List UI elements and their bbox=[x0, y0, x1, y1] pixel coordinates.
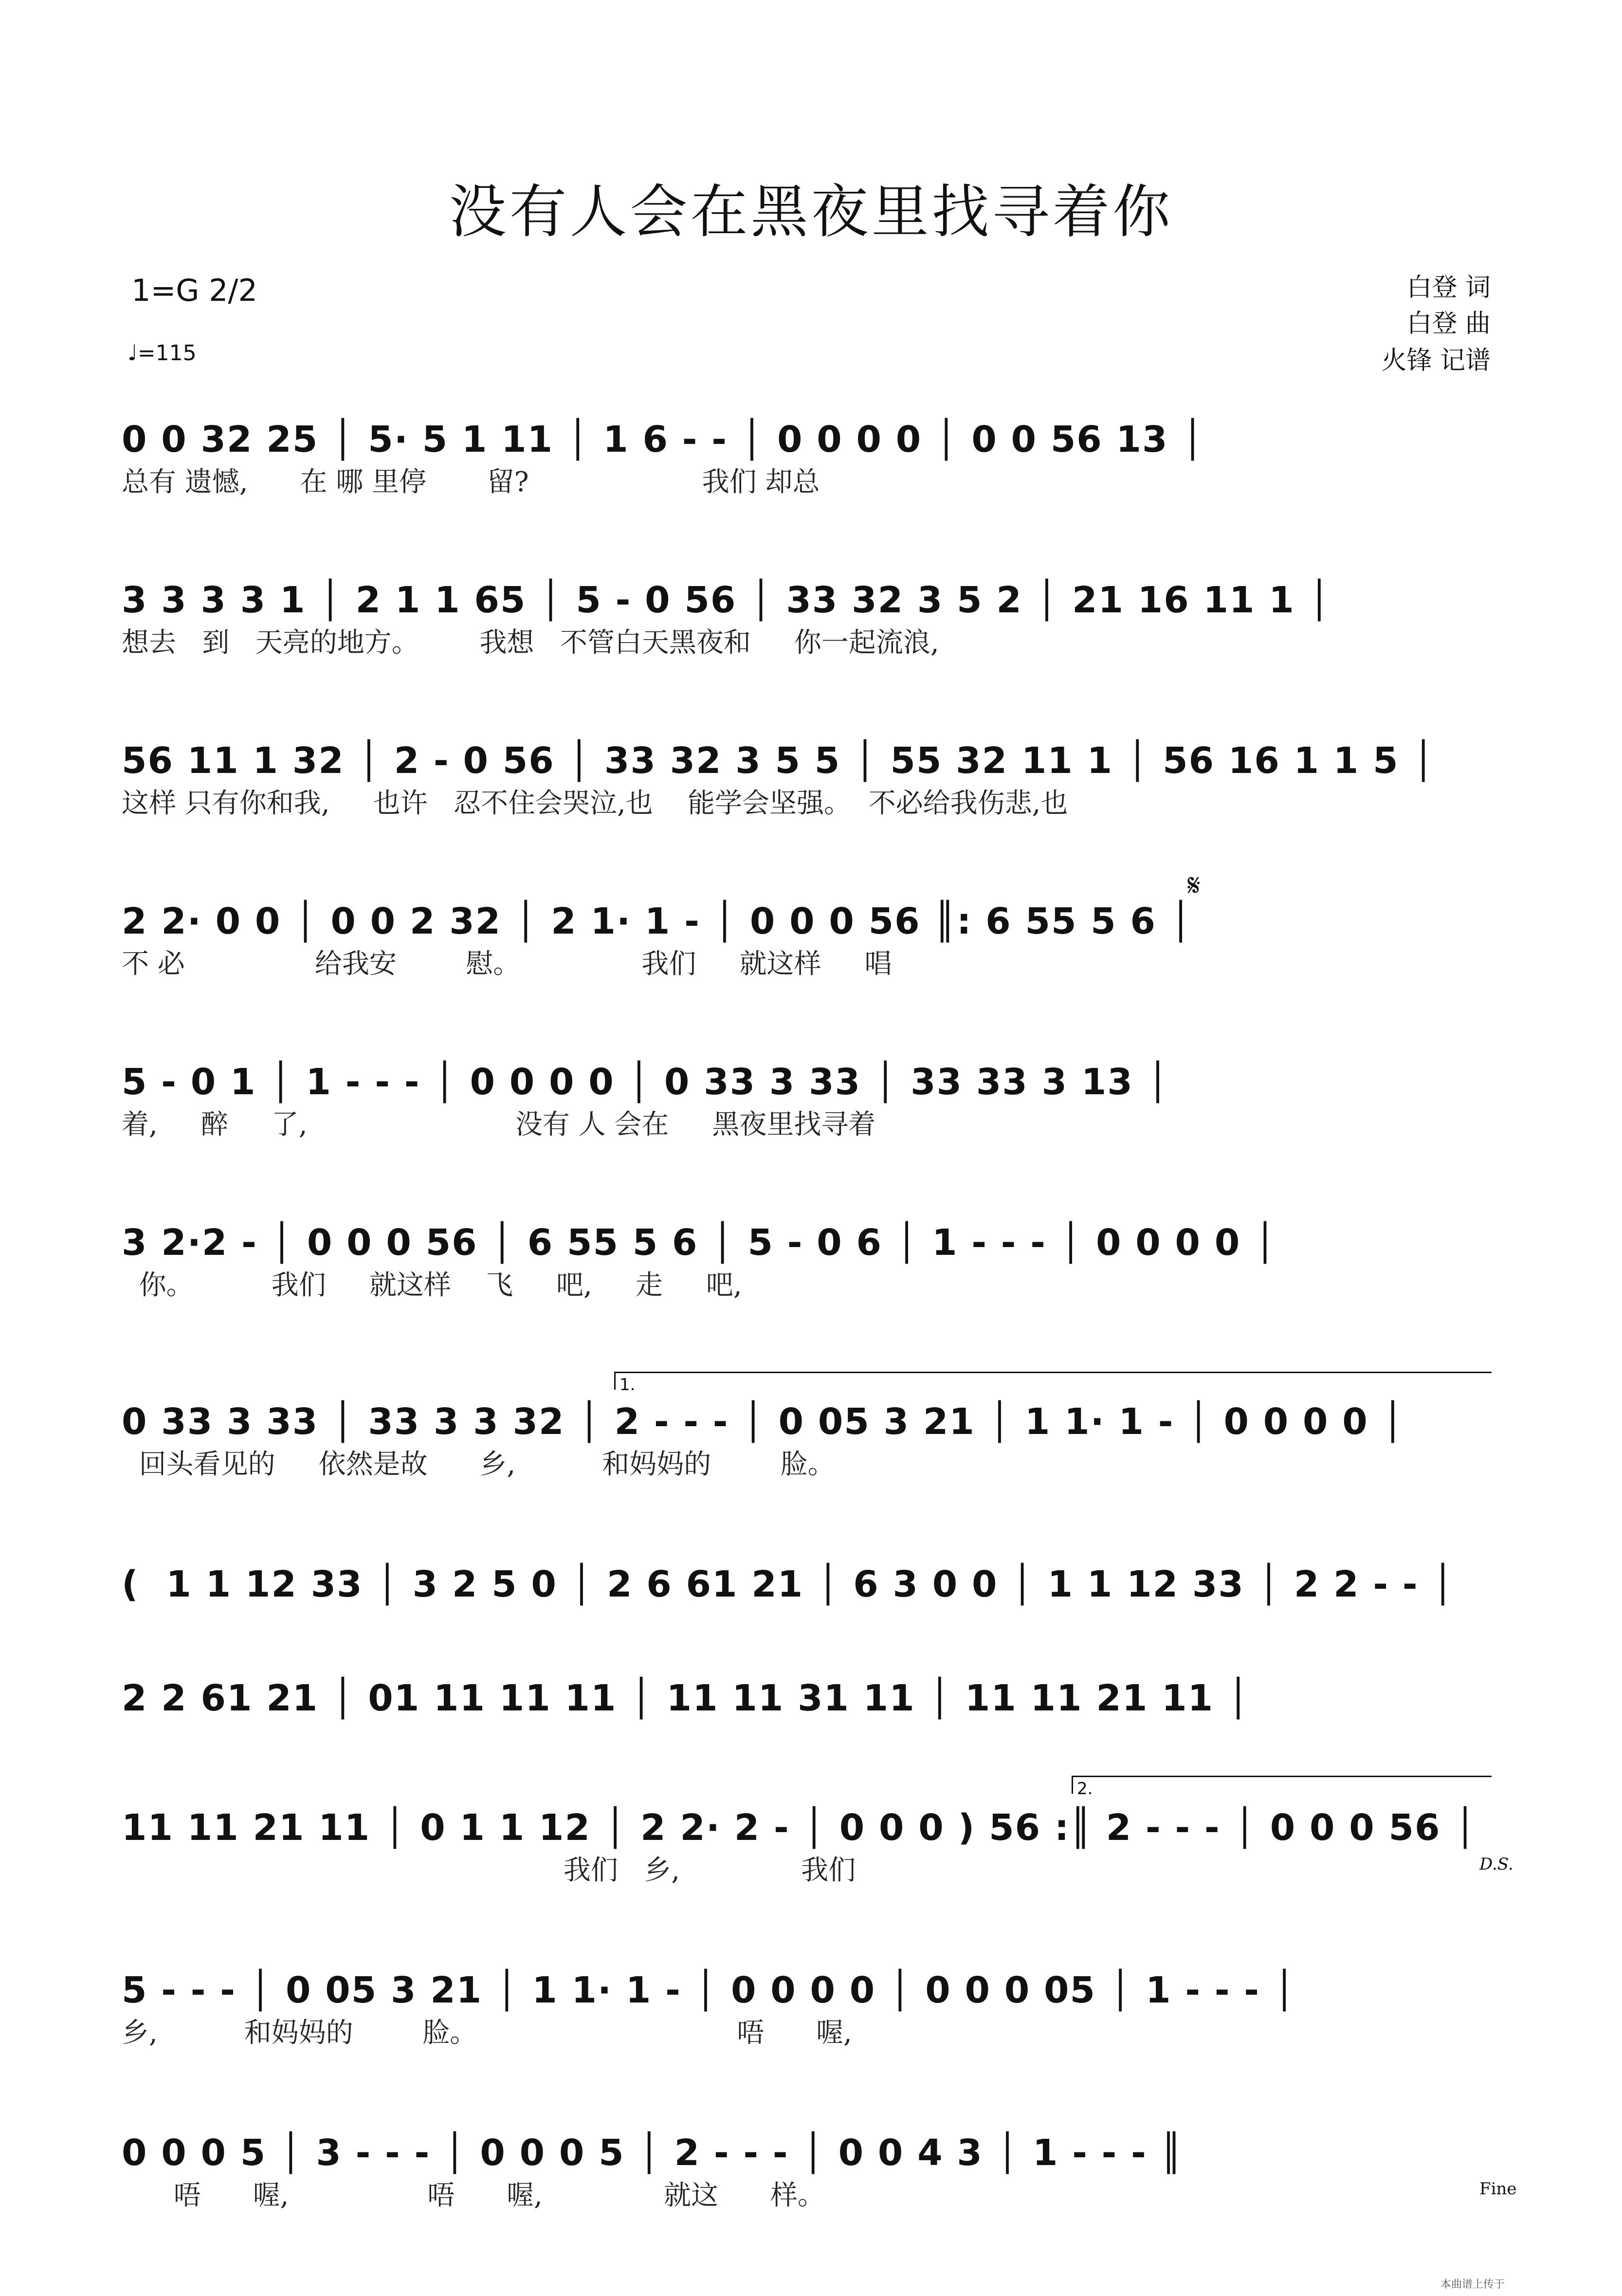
lyric-line: 我们 乡, 我们 bbox=[122, 1855, 856, 1886]
footer-watermark: 本曲谱上传于 bbox=[1440, 2278, 1505, 2291]
credit-composer: 白登 曲 bbox=[1406, 309, 1491, 338]
tempo-marking bbox=[128, 341, 197, 366]
notation-line: 0 33 3 33 │ 33 3 3 32 │ 2 - - - │ 0 05 3 21 │ 1 1· 1 - │ 0 0 0 0 │ bbox=[122, 1401, 1405, 1443]
lyric-line: 总有 遗憾, 在 哪 里停 留? 我们 却总 bbox=[122, 466, 820, 498]
notation-line: 5 - 0 1 │ 1 - - - │ 0 0 0 0 │ 0 33 3 33 │ 33 33 3 13 │ bbox=[122, 1061, 1170, 1103]
score-row-12 bbox=[122, 2132, 1504, 2213]
score-row-3 bbox=[122, 740, 1504, 821]
fine-marking: Fine bbox=[1479, 2179, 1517, 2199]
score-row-1 bbox=[122, 419, 1504, 499]
lyric-line: 乡, 和妈妈的 脸。 唔 喔, bbox=[122, 2017, 852, 2049]
score-row-10 bbox=[122, 1807, 1504, 1888]
score-row-9 bbox=[122, 1677, 1504, 1719]
score-row-2 bbox=[122, 579, 1504, 660]
lyric-line: 想去 到 天亮的地方。 我想 不管白天黑夜和 你一起流浪, bbox=[122, 627, 939, 659]
score-row-11 bbox=[122, 1969, 1504, 2050]
notation-line: ( 1 1 12 33 │ 3 2 5 0 │ 2 6 61 21 │ 6 3 0 0 │ 1 1 12 33 │ 2 2 - - │ bbox=[122, 1563, 1455, 1605]
key-signature: 1=G bbox=[131, 273, 200, 308]
notation-line: 0 0 0 5 │ 3 - - - │ 0 0 0 5 │ 2 - - - │ 0 0 4 3 │ 1 - - - ║ bbox=[122, 2132, 1184, 2174]
notation-line: 3 3 3 3 1 │ 2 1 1 65 │ 5 - 0 56 │ 33 32 3 5 2 │ 21 16 11 1 │ bbox=[122, 579, 1331, 621]
ds-marking: D.S. bbox=[1479, 1855, 1513, 1874]
tempo-text: ♩=115 bbox=[128, 341, 197, 366]
credit-lyricist: 白登 词 bbox=[1406, 273, 1491, 302]
lyric-line: 这样 只有你和我, 也许 忍不住会哭泣,也 能学会坚强。 不必给我伤悲,也 bbox=[122, 788, 1068, 819]
score-row-6 bbox=[122, 1222, 1504, 1303]
score-row-7 bbox=[122, 1401, 1504, 1482]
time-signature: 2/2 bbox=[209, 273, 257, 308]
credit-transcriber: 火锋 记谱 bbox=[1381, 346, 1491, 375]
segno-sign: 𝄋 bbox=[1187, 867, 1201, 903]
notation-line: 2 2· 0 0 │ 0 0 2 32 │ 2 1· 1 - │ 0 0 0 56 ║: 6 55 5 6 │ bbox=[122, 900, 1193, 942]
lyric-line: 你。 我们 就这样 飞 吧, 走 吧, bbox=[122, 1269, 742, 1301]
volta-bracket-1 bbox=[614, 1372, 1492, 1395]
volta-label-1: 1. bbox=[620, 1375, 636, 1395]
score-row-8 bbox=[122, 1563, 1504, 1605]
volta-bracket-2 bbox=[1072, 1776, 1492, 1799]
notation-line: 56 11 1 32 │ 2 - 0 56 │ 33 32 3 5 5 │ 55 32 11 1 │ 56 16 1 1 5 │ bbox=[122, 740, 1435, 782]
page-title: 没有人会在黑夜里找寻着你 bbox=[449, 178, 1173, 245]
score-row-5 bbox=[122, 1061, 1504, 1142]
notation-line: 0 0 32 25 │ 5· 5 1 11 │ 1 6 - - │ 0 0 0 0 │ 0 0 56 13 │ bbox=[122, 419, 1204, 460]
lyric-line: 不 必 给我安 慰。 我们 就这样 唱 bbox=[122, 948, 892, 980]
notation-line: 2 2 61 21 │ 01 11 11 11 │ 11 11 31 11 │ 11 11 21 11 │ bbox=[122, 1677, 1250, 1719]
notation-line: 3 2·2 - │ 0 0 0 56 │ 6 55 5 6 │ 5 - 0 6 │ 1 - - - │ 0 0 0 0 │ bbox=[122, 1222, 1277, 1264]
score-row-4 bbox=[122, 900, 1504, 981]
notation-line: 11 11 21 11 │ 0 1 1 12 │ 2 2· 2 - │ 0 0 0 ) 56 :║ 2 - - - │ 0 0 0 56 │ bbox=[122, 1807, 1477, 1849]
notation-line: 5 - - - │ 0 05 3 21 │ 1 1· 1 - │ 0 0 0 0 │ 0 0 0 05 │ 1 - - - │ bbox=[122, 1969, 1296, 2011]
key-time-signature bbox=[131, 273, 257, 308]
lyric-line: 回头看见的 依然是故 乡, 和妈妈的 脸。 bbox=[122, 1449, 835, 1480]
volta-label-2: 2. bbox=[1077, 1779, 1093, 1799]
lyric-line: 唔 喔, 唔 喔, 就这 样。 bbox=[122, 2180, 825, 2211]
lyric-line: 着, 醉 了, 没有 人 会在 黑夜里找寻着 bbox=[122, 1109, 876, 1140]
